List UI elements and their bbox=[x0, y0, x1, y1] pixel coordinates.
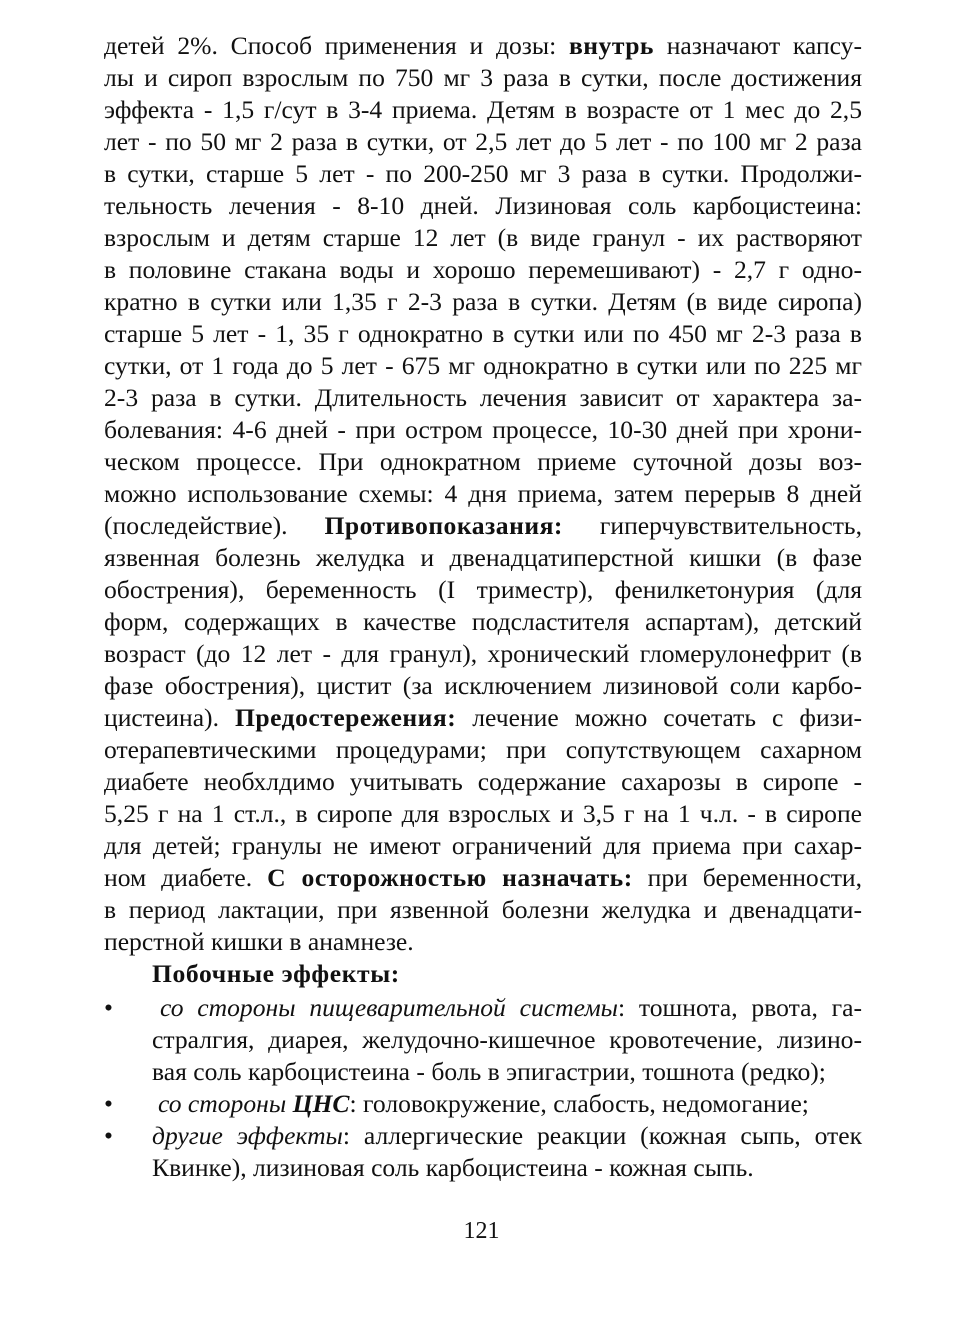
bullet-icon: • bbox=[104, 1089, 113, 1118]
text-line: язвенная болезнь желудка и двенадцатиперстной кишки (в фазе bbox=[104, 543, 862, 572]
list-item bbox=[104, 992, 862, 1088]
bold-term-contraindications: Противопоказания: bbox=[324, 511, 563, 540]
text-line bbox=[104, 30, 862, 62]
text-line bbox=[152, 1088, 862, 1120]
text-line: форм, содержащих в качестве подсластителя аспартам), детский bbox=[104, 607, 862, 636]
text-line: в половине стакана воды и хорошо перемешивают) - 2,7 г одно- bbox=[104, 255, 862, 284]
list-item bbox=[104, 1120, 862, 1184]
text-line: взрослым и детям старше 12 лет (в виде гранул - их растворяют bbox=[104, 223, 862, 252]
text-segment: ном диабете. bbox=[104, 863, 268, 892]
text-segment: : тошнота, рвота, га- bbox=[618, 993, 862, 1022]
text-segment: : головокружение, слабость, недомогание; bbox=[349, 1089, 809, 1118]
text-line: стралгия, диарея, желудочно-кишечное кровотечение, лизино- bbox=[152, 1025, 862, 1054]
text-line bbox=[104, 862, 862, 894]
text-line: кратно в сутки или 1,35 г 2-3 раза в сутки. Детям (в виде сиропа) bbox=[104, 287, 862, 316]
text-line bbox=[152, 1120, 862, 1152]
text-line: болевания: 4-6 дней - при остром процессе, 10-30 дней при хрони- bbox=[104, 415, 862, 444]
text-line: фазе обострения), цистит (за исключением лизиновой соли карбо- bbox=[104, 671, 862, 700]
text-line: диабете необхлдимо учитывать содержание сахарозы в сиропе - bbox=[104, 767, 862, 796]
text-line: тельность лечения - 8-10 дней. Лизиновая соль карбоцистеина: bbox=[104, 191, 862, 220]
bold-term-caution: С осторожностью назначать: bbox=[267, 863, 633, 892]
bullet-icon: • bbox=[104, 1121, 113, 1150]
page-number: 121 bbox=[463, 1218, 500, 1244]
text-line: в сутки, старше 5 лет - по 200-250 мг 3 раза в сутки. Продолжи- bbox=[104, 159, 862, 188]
page-body bbox=[104, 30, 862, 1184]
text-line: 2-3 раза в сутки. Длительность лечения зависит от характера за- bbox=[104, 383, 862, 412]
italic-bold-label: ЦНС bbox=[292, 1089, 350, 1118]
text-line: перстной кишки в анамнезе. bbox=[104, 927, 414, 956]
text-line: лет - по 50 мг 2 раза в сутки, от 2,5 лет до 5 лет - по 100 мг 2 раза bbox=[104, 127, 862, 156]
text-segment: (последействие). bbox=[104, 511, 325, 540]
text-line: Квинке), лизиновая соль карбоцистеина - кожная сыпь. bbox=[152, 1153, 754, 1182]
text-line: можно использование схемы: 4 дня приема, затем перерыв 8 дней bbox=[104, 479, 862, 508]
text-segment: детей 2%. Способ применения и дозы: bbox=[104, 31, 569, 60]
text-segment: цистеина). bbox=[104, 703, 235, 732]
text-line: обострения), беременность (I триместр), фенилкетонурия (для bbox=[104, 575, 862, 604]
text-line: возраст (до 12 лет - для гранул), хронический гломерулонефрит (в bbox=[104, 639, 862, 668]
side-effects-heading: Побочные эффекты: bbox=[152, 959, 400, 988]
text-line: для детей; гранулы не имеют ограничений для приема при сахар- bbox=[104, 831, 862, 860]
list-item bbox=[104, 1088, 862, 1120]
text-line bbox=[104, 510, 862, 542]
text-segment: лечение можно сочетать с физи- bbox=[456, 703, 863, 732]
bold-term-precautions: Предостережения: bbox=[234, 703, 457, 732]
text-segment: при беременности, bbox=[632, 863, 862, 892]
text-segment: : аллергические реакции (кожная сыпь, отек bbox=[342, 1121, 863, 1150]
text-line: 5,25 г на 1 ст.л., в сиропе для взрослых и 3,5 г на 1 ч.л. - в сиропе bbox=[104, 799, 862, 828]
text-line: старше 5 лет - 1, 35 г однократно в сутки или по 450 мг 2-3 раза в bbox=[104, 319, 862, 348]
italic-label: другие эффекты bbox=[152, 1121, 343, 1150]
bold-term-orally: внутрь bbox=[568, 31, 654, 60]
side-effects-list bbox=[104, 992, 862, 1184]
text-line: вая соль карбоцистеина - боль в эпигастрии, тошнота (редко); bbox=[152, 1057, 826, 1086]
italic-label: со стороны bbox=[158, 1089, 293, 1118]
text-segment: назначают капсу- bbox=[653, 31, 862, 60]
text-line bbox=[152, 992, 862, 1024]
text-line: отерапевтическими процедурами; при сопутствующем сахарном bbox=[104, 735, 862, 764]
italic-label: со стороны пищеварительной системы bbox=[160, 993, 619, 1022]
dosage-paragraph bbox=[104, 30, 862, 958]
text-line: эффекта - 1,5 г/сут в 3-4 приема. Детям в возрасте от 1 мес до 2,5 bbox=[104, 95, 862, 124]
bullet-icon: • bbox=[104, 993, 113, 1022]
text-line: лы и сироп взрослым по 750 мг 3 раза в сутки, после достижения bbox=[104, 63, 862, 92]
text-segment: гиперчувствительность, bbox=[562, 511, 862, 540]
text-line: ческом процессе. При однократном приеме суточной дозы воз- bbox=[104, 447, 862, 476]
text-line: сутки, от 1 года до 5 лет - 675 мг однократно в сутки или по 225 мг bbox=[104, 351, 862, 380]
text-line bbox=[104, 702, 862, 734]
text-line: в период лактации, при язвенной болезни желудка и двенадцати- bbox=[104, 895, 862, 924]
